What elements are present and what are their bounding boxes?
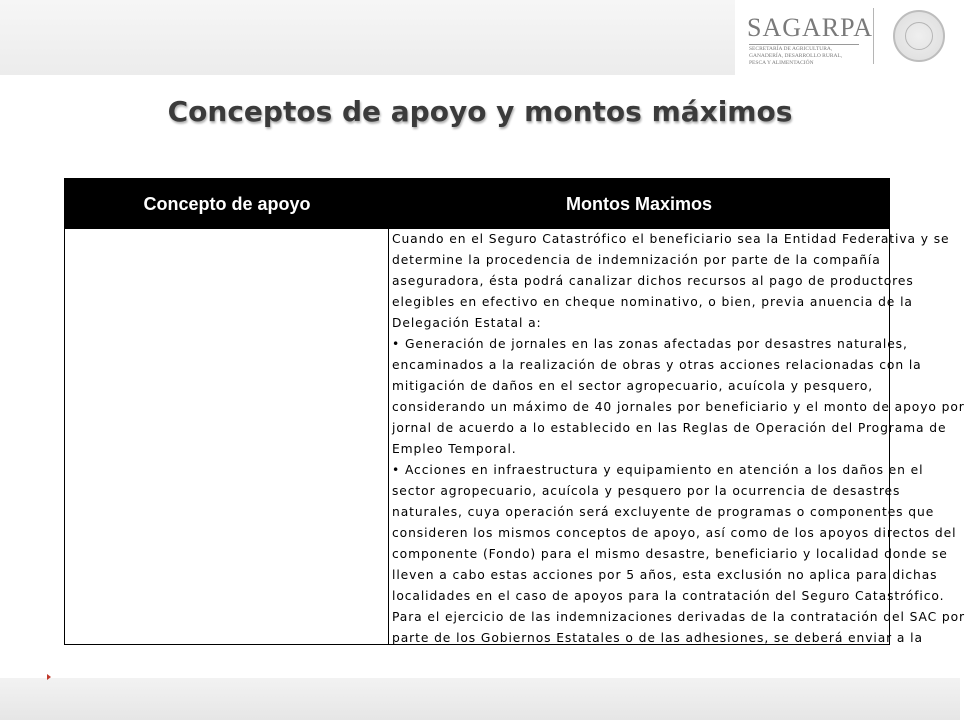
montos-line: parte de los Gobiernos Estatales o de las adhesiones, se deberá enviar a la	[392, 631, 923, 645]
montos-line: Empleo Temporal.	[392, 442, 517, 456]
column-divider	[388, 229, 389, 644]
column-header-montos: Montos Maximos	[389, 179, 889, 229]
logo-rule	[749, 44, 859, 45]
montos-line: localidades en el caso de apoyos para la contratación del Seguro Catastrófico.	[392, 589, 945, 603]
column-header-concepto: Concepto de apoyo	[65, 179, 389, 229]
montos-line: mitigación de daños en el sector agropecuario, acuícola y pesquero,	[392, 379, 874, 393]
montos-line: encaminados a la realización de obras y otras acciones relacionadas con la	[392, 358, 922, 372]
logo-divider	[873, 8, 874, 64]
logo-subtitle-line: SECRETARÍA DE AGRICULTURA,	[749, 46, 833, 52]
logo-subtitle-line: GANADERÍA, DESARROLLO RURAL,	[749, 53, 843, 59]
montos-line: consideren los mismos conceptos de apoyo, así como de los apoyos directos del	[392, 526, 957, 540]
montos-line: Cuando en el Seguro Catastrófico el beneficiario sea la Entidad Federativa y se	[392, 232, 950, 246]
montos-line: • Acciones en infraestructura y equipamiento en atención a los daños en el	[392, 463, 924, 477]
montos-line: sector agropecuario, acuícola y pesquero por la ocurrencia de desastres	[392, 484, 901, 498]
montos-line: aseguradora, ésta podrá canalizar dichos recursos al pago de productores	[392, 274, 914, 288]
slide-marker	[47, 674, 51, 680]
montos-line: naturales, cuya operación será excluyente de programas o componentes que	[392, 505, 935, 519]
support-table	[64, 178, 965, 645]
national-seal-icon	[893, 10, 945, 62]
montos-cell	[392, 229, 965, 645]
montos-line: considerando un máximo de 40 jornales por beneficiario y el monto de apoyo por	[392, 400, 965, 414]
slide-title: Conceptos de apoyo y montos máximos	[167, 95, 793, 128]
montos-line: Para el ejercicio de las indemnizaciones derivadas de la contratación del SAC por	[392, 610, 965, 624]
montos-line: • Generación de jornales en las zonas afectadas por desastres naturales,	[392, 337, 908, 351]
montos-line: lleven a cabo estas acciones por 5 años, esta exclusión no aplica para dichas	[392, 568, 938, 582]
logo-subtitle-line: PESCA Y ALIMENTACIÓN	[749, 60, 814, 66]
sagarpa-logo	[735, 0, 960, 75]
seal-inner-ring	[905, 22, 933, 50]
montos-line: elegibles en efectivo en cheque nominativo, o bien, previa anuencia de la	[392, 295, 913, 309]
montos-line: Delegación Estatal a:	[392, 316, 542, 330]
logo-wordmark: SAGARPA	[747, 13, 873, 42]
montos-line: jornal de acuerdo a lo establecido en las Reglas de Operación del Programa de	[392, 421, 947, 435]
logo-subtitle	[749, 46, 874, 67]
montos-line: componente (Fondo) para el mismo desastre, beneficiario y localidad donde se	[392, 547, 948, 561]
montos-line: determine la procedencia de indemnización por parte de la compañía	[392, 253, 881, 267]
footer-band	[0, 678, 960, 720]
